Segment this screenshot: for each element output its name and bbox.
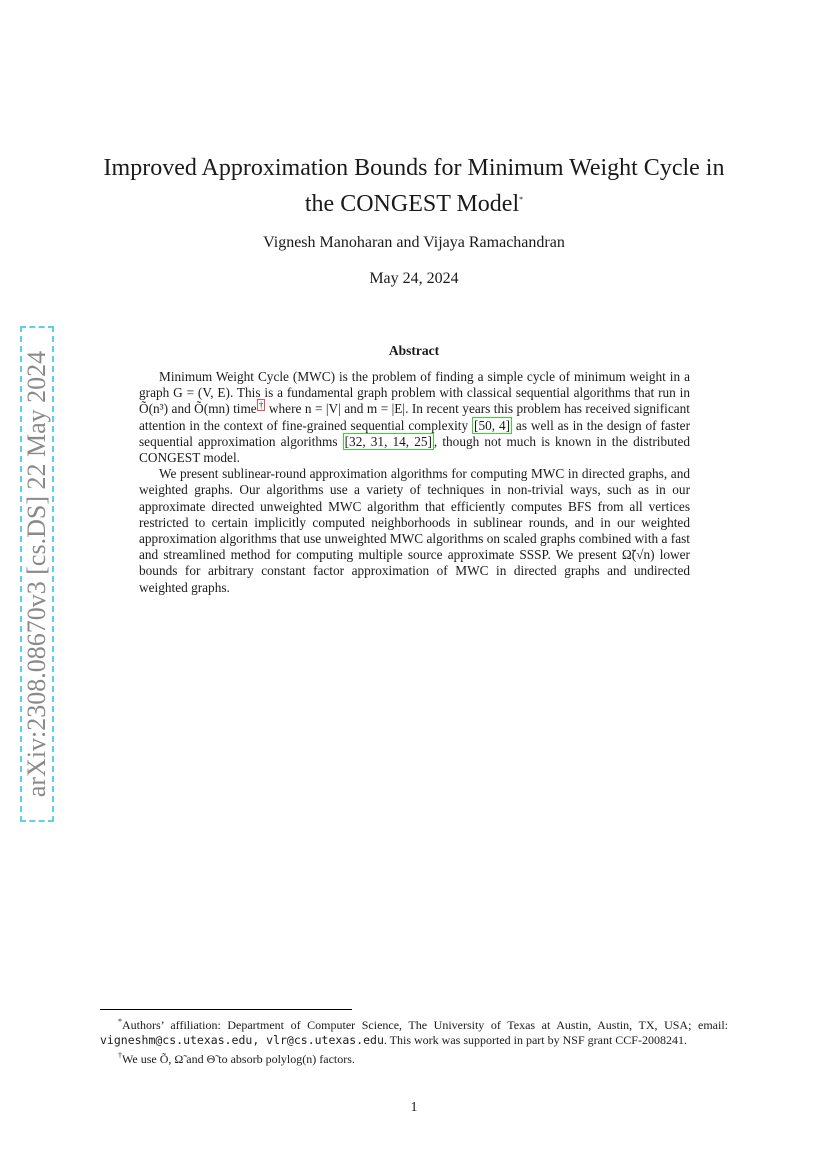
abstract-paragraph-2: We present sublinear-round approximation algorithms for computing MWC in directed graphs, and weighted graphs. Our algorithms use a variety of techniques in non-trivial ways, such as in our approximate directed unweighted MWC algorithm that efficiently computes BFS from all vertices restricted to certain implicitly computed neighborhoods in sublinear rounds, and in our weighted approximation algorithms that use unweighted MWC algorithms on scaled graphs combined with a fast and streamlined method for computing multiple source approximate SSSP. We present Ω̃(√n) lower bounds for arbitrary constant factor approximation of MWC in directed graphs and undirected weighted graphs. bbox=[139, 466, 690, 595]
title-footnote-mark[interactable]: * bbox=[519, 195, 524, 204]
paper-title bbox=[100, 152, 728, 220]
author-emails[interactable]: vigneshm@cs.utexas.edu, vlr@cs.utexas.edu bbox=[100, 1033, 384, 1047]
citation-link[interactable]: [50, 4] bbox=[474, 417, 511, 433]
abstract-body bbox=[139, 369, 690, 596]
title-line-2: the CONGEST Model* bbox=[304, 191, 524, 217]
abstract-paragraph-1: Minimum Weight Cycle (MWC) is the problem of finding a simple cycle of minimum weight in a graph G = (V, E). This is a fundamental graph problem with classical sequential algorithms that run in Õ(n³) and Õ(mn) time † where n = |V| and m = |E|. In recent years this problem has received significant attention in the context of fine-grained sequential complexity [50, 4] as well as in the design of faster sequential approximation algorithms [32, 31, 14, 25] , though not much is known in the distributed CONGEST model. bbox=[139, 369, 690, 466]
paper-authors: Vignesh Manoharan and Vijaya Ramachandran bbox=[263, 234, 565, 251]
footnotes bbox=[100, 1014, 728, 1067]
footnote-affiliation: *Authors’ affiliation: Department of Computer Science, The University of Texas at Austin, Austin, TX, USA; email: vigneshm@cs.utexas.edu, vlr@cs.utexas.edu. This work was supported in part by NSF grant CCF-2008241. bbox=[100, 1017, 728, 1047]
citation-link[interactable]: [32, 31, 14, 25] bbox=[344, 433, 432, 449]
paper-date: May 24, 2024 bbox=[369, 270, 459, 287]
footnote-link[interactable]: † bbox=[258, 399, 264, 410]
footnote-notation: †We use Õ, Ω̃ and Θ̃ to absorb polylog(n) factors. bbox=[118, 1051, 355, 1066]
arxiv-identifier: arXiv:2308.08670v3 [cs.DS] 22 May 2024 bbox=[22, 350, 51, 798]
footnote-divider bbox=[100, 1009, 352, 1010]
arxiv-sidebar-stamp bbox=[20, 326, 54, 822]
abstract-heading: Abstract bbox=[388, 343, 440, 358]
title-line-1: Improved Approximation Bounds for Minimum Weight Cycle in bbox=[103, 155, 725, 181]
page-number: 1 bbox=[410, 1100, 418, 1115]
